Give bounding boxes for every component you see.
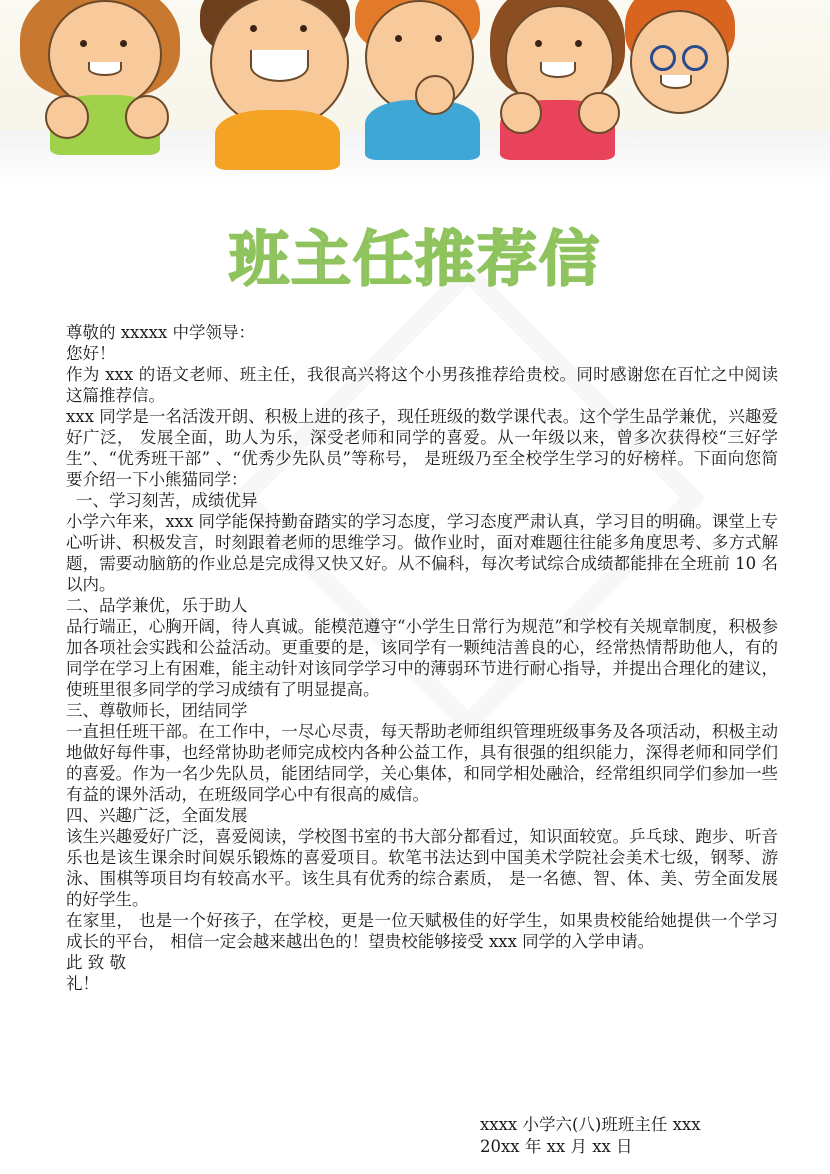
section-heading-4: 四、兴趣广泛，全面发展 <box>66 806 248 825</box>
section-heading-2: 二、品学兼优，乐于助人 <box>66 596 248 615</box>
section-body-4: 该生兴趣爱好广泛，喜爱阅读，学校图书室的书大部分都看过，知识面较宽。乒乓球、跑步、听音乐也是该生课余时间娱乐锻炼的喜爱项目。软笔书法达到中国美术学院社会美术七级，钢琴、游泳、围棋等项目均有较高水平。该生具有优秀的综合素质， 是一名德、智、体、美、劳全面发展的好学生。 <box>66 827 778 909</box>
greeting: 您好！ <box>66 344 116 363</box>
section-heading-1: 一、学习刻苦，成绩优异 <box>76 491 258 510</box>
kid-figure-2 <box>195 0 360 185</box>
page-title: 班主任推荐信 <box>229 225 601 295</box>
kid-figure-5 <box>620 0 740 185</box>
student-paragraph: xxx 同学是一名活泼开朗、积极上进的孩子，现任班级的数学课代表。这个学生品学兼优，兴趣爱好广泛， 发展全面，助人为乐，深受老师和同学的喜爱。从一年级以来，曾多次获得校“三好学生”、“优秀班干部” 、“优秀少先队员”等称号， 是班级乃至全校学生学习的好榜样。下面向您简要介绍一下小熊猫同学： <box>66 407 778 489</box>
section-heading-3: 三、尊敬师长，团结同学 <box>66 701 248 720</box>
section-body-2: 品行端正，心胸开阔，待人真诚。能模范遵守“小学生日常行为规范”和学校有关规章制度，积极参加各项社会实践和公益活动。更重要的是，该同学有一颗纯洁善良的心，经常热情帮助他人，有的同学在学习上有困难，能主动针对该同学学习中的薄弱环节进行耐心指导，并提出合理化的建议，使班里很多同学的学习成绩有了明显提高。 <box>66 617 778 699</box>
salutation: 尊敬的 xxxxx 中学领导： <box>66 323 256 342</box>
signature-name: xxxx 小学六(八)班班主任 xxx <box>480 1115 701 1134</box>
closing-line-2: 礼！ <box>66 974 99 993</box>
letter-body <box>66 322 778 994</box>
section-body-1: 小学六年来，xxx 同学能保持勤奋踏实的学习态度，学习态度严肃认真，学习目的明确。课堂上专心听讲、积极发言，时刻跟着老师的思维学习。做作业时，面对难题往往能多角度思考、多方式解题，需要动脑筋的作业总是完成得又快又好。从不偏科，每次考试综合成绩都能排在全班前 10 名以内。 <box>66 512 778 594</box>
closing-paragraph: 在家里， 也是一个好孩子，在学校，更是一位天赋极佳的好学生，如果贵校能给她提供一个学习成长的平台， 相信一定会越来越出色的！望贵校能够接受 xxx 同学的入学申请。 <box>66 911 778 951</box>
kid-figure-4 <box>490 0 630 185</box>
closing-line-1: 此 致 敬 <box>66 953 126 972</box>
header-illustration <box>0 0 830 185</box>
signature-block <box>480 1114 701 1158</box>
kid-figure-3 <box>355 0 490 185</box>
signature-date: 20xx 年 xx 月 xx 日 <box>480 1137 633 1156</box>
section-body-3: 一直担任班干部。在工作中，一尽心尽责，每天帮助老师组织管理班级事务及各项活动，积极主动地做好每件事，也经常协助老师完成校内各种公益工作，具有很强的组织能力，深得老师和同学们的喜爱。作为一名少先队员，能团结同学，关心集体，和同学相处融洽，经常组织同学们参加一些有益的课外活动，在班级同学心中有很高的威信。 <box>66 722 778 804</box>
intro-paragraph: 作为 xxx 的语文老师、班主任，我很高兴将这个小男孩推荐给贵校。同时感谢您在百忙之中阅读这篇推荐信。 <box>66 365 778 405</box>
kid-figure-1 <box>20 0 190 185</box>
